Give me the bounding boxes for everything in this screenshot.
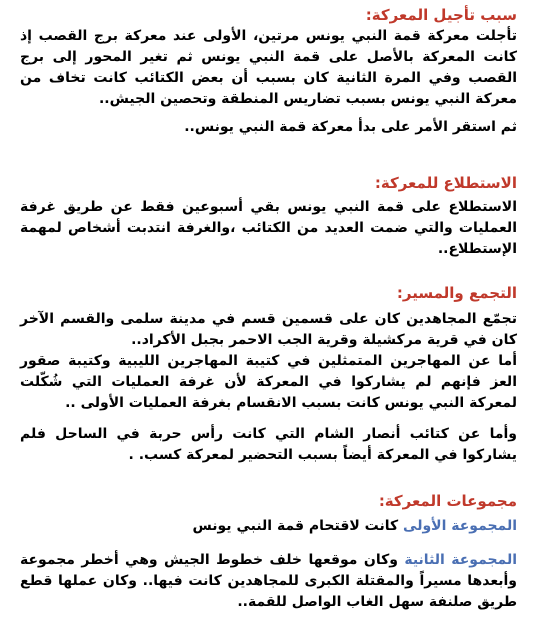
paragraph-gathering-locations: تجمّع المجاهدين كان على قسمين قسم في مدينة سلمى والقسم الآخر كان في قرية مركشيلة وقرية الجب الاحمر بجبل الأكراد.. [20,311,517,348]
group-two-text: وكان موقعها خلف خطوط الجيش وهي أخطر مجموعة وأبعدها مسيراً والمقتلة الكبرى للمجاهدين كانت فيها.. وكان عملها قطع طريق صلنفة سهل الغاب الواصل للقمة.. [20,552,517,610]
group-one-label: المجموعة الأولى [403,518,517,534]
paragraph-postponement-resolution: ثم استقر الأمر على بدأ معركة قمة النبي يونس.. [184,119,517,135]
section-heading-reconnaissance: الاستطلاع للمعركة: [374,174,517,192]
paragraph-group-one [20,516,517,537]
paragraph-reconnaissance: الاستطلاع على قمة النبي يونس بقي أسبوعين فقط عن طريق غرفة العمليات والتي ضمت العديد من الكتائب ،والغرفة انتدبت أشخاص لمهمة الإستطلاع.. [20,199,517,257]
paragraph-muhajireen: أما عن المهاجرين المتمثلين في كتيبة المهاجرين الليبية وكتيبة صقور العز فإنهم لم يشاركوا في المعركة لأن غرفة العمليات التي شُكّلت لمعركة النبي يونس كانت بسبب الانقسام بغرفة العمليات الأولى .. [20,353,517,411]
paragraph-postponement-reasons: تأجلت معركة قمة النبي يونس مرتين، الأولى عند معركة برج القصب إذ كانت المعركة بالأصل على قمة النبي يونس ثم تغير المحور إلى برج القصب وفي المرة الثانية كان بسبب أن بعض الكتائب كانت تخاف من معركة النبي يونس بسبب تضاريس المنطقة وتحصين الجيش.. [20,28,517,107]
group-one-text: كانت لاقتحام قمة النبي يونس [192,518,399,534]
paragraph-ansar-al-sham: وأما عن كتائب أنصار الشام التي كانت رأس حربة في الساحل فلم يشاركوا في المعركة أيضاً بسبب التحضير لمعركة كسب. . [20,426,517,463]
group-two-label: المجموعة الثانية [404,552,517,568]
section-heading-postponement: سبب تأجيل المعركة: [365,6,517,24]
section-heading-gathering: التجمع والمسير: [396,284,517,302]
paragraph-group-two [20,550,517,613]
section-heading-battle-groups: مجموعات المعركة: [378,492,517,510]
